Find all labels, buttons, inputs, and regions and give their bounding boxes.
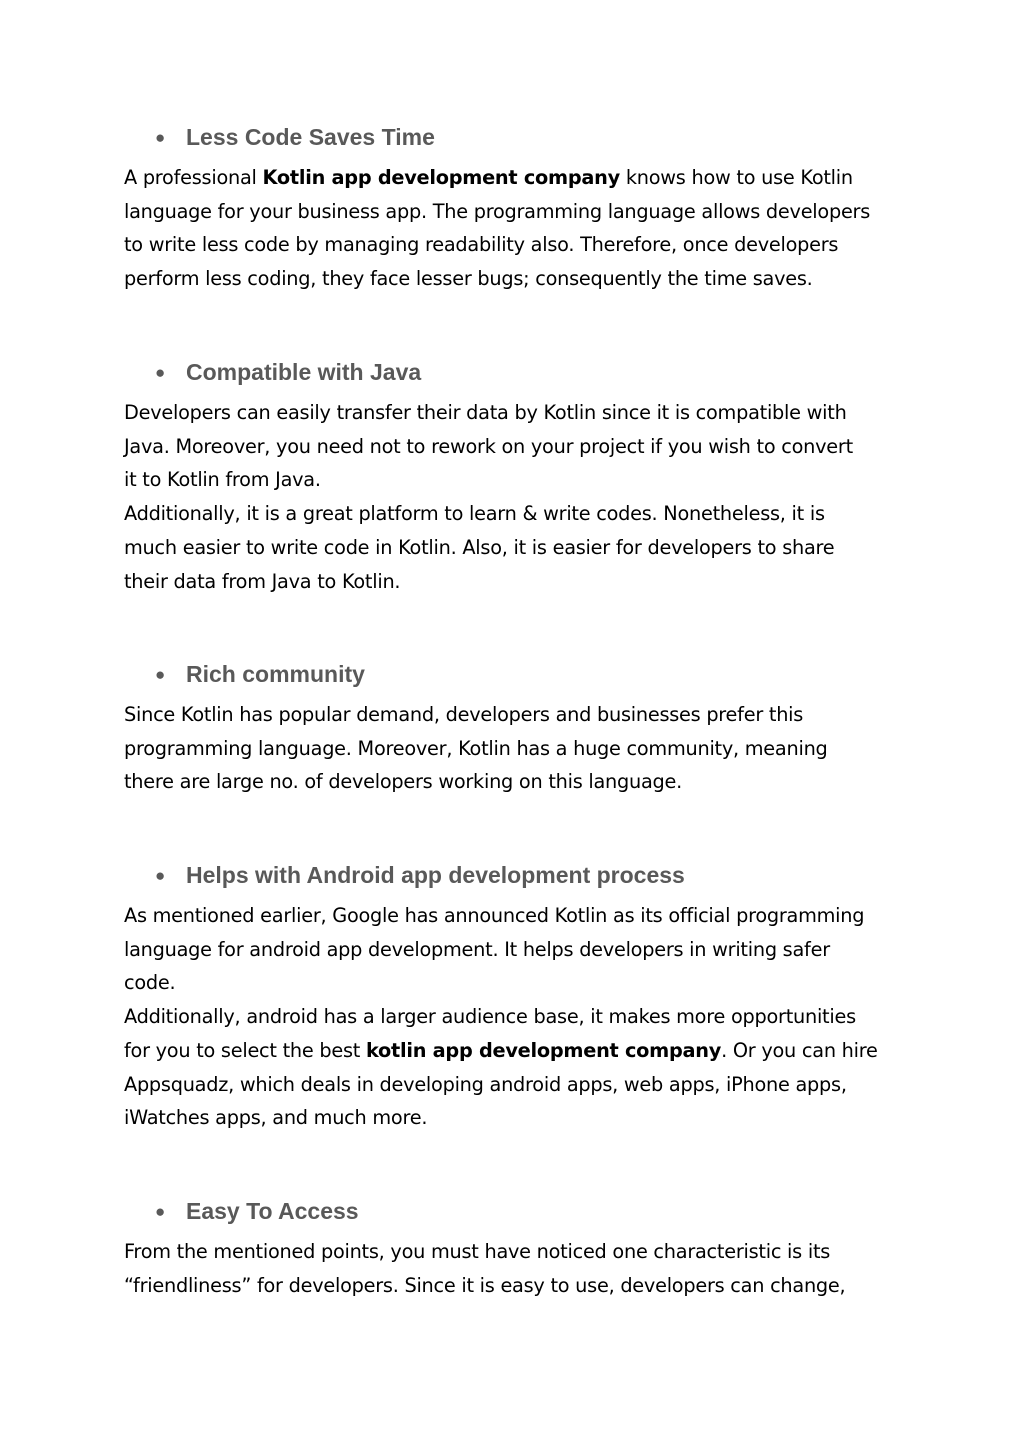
section-paragraph bbox=[124, 698, 904, 799]
section-heading bbox=[155, 359, 421, 386]
section-heading bbox=[155, 1198, 359, 1225]
text-line: their data from Java to Kotlin. bbox=[124, 569, 401, 593]
text-run: . Or you can hire bbox=[721, 1038, 878, 1062]
text-run: knows how to use Kotlin bbox=[619, 166, 853, 189]
bullet-icon: ● bbox=[155, 128, 166, 147]
text-line: Java. Moreover, you need not to rework on your project if you wish to convert bbox=[124, 434, 853, 458]
text-line: language for your business app. The programming language allows developers bbox=[124, 199, 871, 223]
section-heading-text: Easy To Access bbox=[186, 1198, 359, 1224]
bold-keyword: kotlin app development company bbox=[365, 1038, 722, 1062]
text-line: to write less code by managing readability also. Therefore, once developers bbox=[124, 233, 839, 257]
text-line: Additionally, it is a great platform to learn & write codes. Nonetheless, it is bbox=[124, 502, 825, 526]
section-heading-text: Less Code Saves Time bbox=[186, 124, 435, 150]
section-heading bbox=[155, 124, 435, 151]
text-line: iWatches apps, and much more. bbox=[124, 1106, 428, 1130]
text-line: “friendliness” for developers. Since it is easy to use, developers can change, bbox=[124, 1273, 846, 1297]
text-line: Appsquadz, which deals in developing android apps, web apps, iPhone apps, bbox=[124, 1072, 847, 1096]
text-line bbox=[124, 161, 904, 195]
text-line: Developers can easily transfer their data by Kotlin since it is compatible with bbox=[124, 401, 847, 424]
section-paragraph bbox=[124, 396, 904, 598]
bullet-icon: ● bbox=[155, 866, 166, 885]
text-line bbox=[124, 1034, 904, 1068]
text-line: As mentioned earlier, Google has announced Kotlin as its official programming bbox=[124, 904, 865, 927]
text-line: there are large no. of developers working on this language. bbox=[124, 770, 683, 794]
text-line: much easier to write code in Kotlin. Also, it is easier for developers to share bbox=[124, 535, 835, 559]
text-line: Additionally, android has a larger audience base, it makes more opportunities bbox=[124, 1005, 856, 1029]
bullet-icon: ● bbox=[155, 1202, 166, 1221]
text-line: language for android app development. It helps developers in writing safer bbox=[124, 937, 830, 961]
section-paragraph bbox=[124, 1235, 904, 1302]
text-line: perform less coding, they face lesser bugs; consequently the time saves. bbox=[124, 267, 813, 291]
section-heading bbox=[155, 661, 365, 688]
text-line: code. bbox=[124, 971, 176, 995]
section-paragraph bbox=[124, 899, 904, 1135]
section-heading-text: Compatible with Java bbox=[186, 359, 422, 385]
text-line: it to Kotlin from Java. bbox=[124, 468, 321, 492]
section-heading bbox=[155, 862, 685, 889]
text-line: Since Kotlin has popular demand, developers and businesses prefer this bbox=[124, 703, 804, 726]
text-line: From the mentioned points, you must have noticed one characteristic is its bbox=[124, 1240, 831, 1263]
bold-keyword: Kotlin app development company bbox=[262, 166, 620, 189]
section-paragraph bbox=[124, 161, 904, 296]
section-heading-text: Rich community bbox=[186, 661, 365, 687]
section-heading-text: Helps with Android app development process bbox=[186, 862, 685, 888]
text-line: programming language. Moreover, Kotlin has a huge community, meaning bbox=[124, 736, 828, 760]
text-run: A professional bbox=[124, 166, 263, 189]
bullet-icon: ● bbox=[155, 665, 166, 684]
bullet-icon: ● bbox=[155, 363, 166, 382]
text-run: for you to select the best bbox=[124, 1038, 366, 1062]
